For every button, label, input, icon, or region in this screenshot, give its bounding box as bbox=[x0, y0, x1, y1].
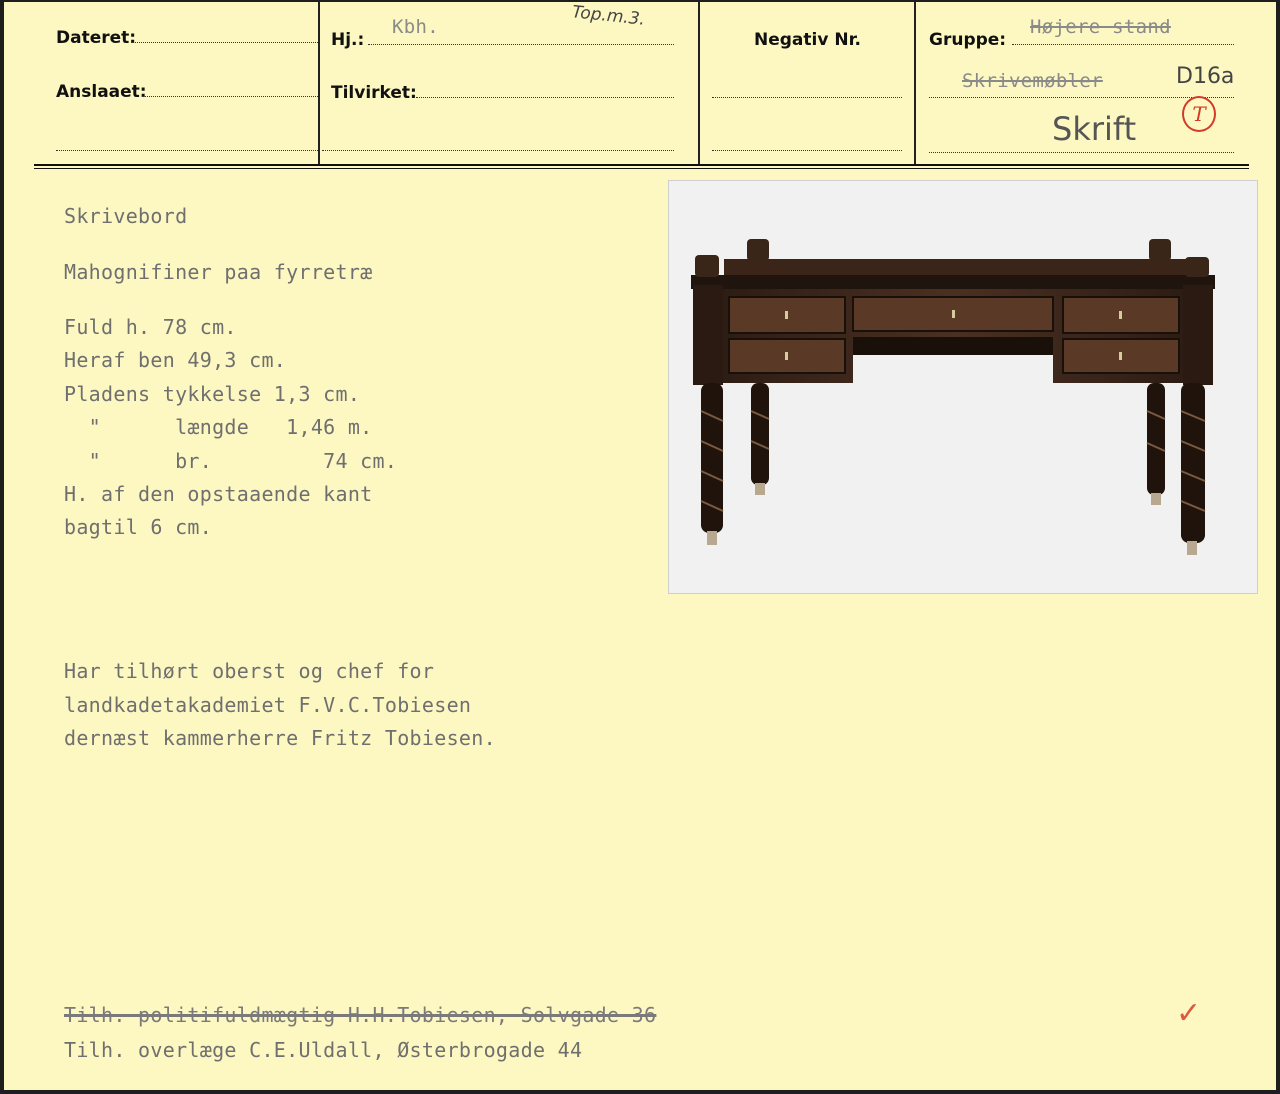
provenance-line: Har tilhørt oberst og chef for bbox=[64, 659, 435, 683]
gruppe-field-2 bbox=[929, 97, 1234, 98]
gruppe-struck-2: Skrivemøbler bbox=[962, 70, 1103, 92]
gruppe-code: D16a bbox=[1176, 64, 1235, 89]
dimension-line: H. af den opstaaende kant bbox=[64, 482, 373, 506]
dateret-label: Dateret: bbox=[56, 28, 137, 48]
tilvirket-field bbox=[416, 97, 674, 98]
anslaaet-field bbox=[142, 96, 318, 97]
column-divider bbox=[318, 2, 320, 166]
archive-card bbox=[4, 2, 1276, 1090]
anslaaet-label: Anslaaet: bbox=[56, 82, 147, 102]
stamp-letter: T bbox=[1192, 102, 1206, 126]
dimension-line: " br. 74 cm. bbox=[64, 449, 398, 473]
dimension-line: Pladens tykkelse 1,3 cm. bbox=[64, 382, 361, 406]
stamp-circle bbox=[1182, 96, 1216, 132]
hj-value: Kbh. bbox=[392, 16, 439, 38]
dimension-line: " længde 1,46 m. bbox=[64, 415, 373, 439]
tilvirket-extra-line bbox=[322, 150, 674, 151]
gruppe-field bbox=[1012, 44, 1234, 45]
desk-illustration bbox=[669, 181, 1257, 593]
hj-label: Hj.: bbox=[331, 30, 365, 50]
dimension-line: Heraf ben 49,3 cm. bbox=[64, 348, 287, 372]
header-rule bbox=[34, 164, 1249, 166]
tilvirket-label: Tilvirket: bbox=[331, 83, 417, 103]
column-divider bbox=[698, 2, 700, 166]
struck-owner-line: Tilh. politifuldmægtig H.H.Tobiesen, Solvgade 36 bbox=[64, 1003, 657, 1027]
provenance-line: dernæst kammerherre Fritz Tobiesen. bbox=[64, 726, 496, 750]
negativ-field bbox=[712, 97, 902, 98]
provenance-line: landkadetakademiet F.V.C.Tobiesen bbox=[64, 693, 472, 717]
gruppe-handwritten: Skrift bbox=[1052, 110, 1137, 148]
owner-line: Tilh. overlæge C.E.Uldall, Østerbrogade 44 bbox=[64, 1038, 583, 1062]
object-photo bbox=[668, 180, 1258, 594]
dateret-extra-line bbox=[56, 150, 318, 151]
dimension-line: bagtil 6 cm. bbox=[64, 515, 213, 539]
gruppe-extra-line bbox=[929, 152, 1234, 153]
dateret-field bbox=[132, 42, 318, 43]
hj-note: Top.m.3. bbox=[571, 2, 646, 30]
checkmark-icon: ✓ bbox=[1176, 996, 1202, 1031]
gruppe-label: Gruppe: bbox=[929, 30, 1007, 50]
object-material: Mahognifiner paa fyrretræ bbox=[64, 260, 373, 284]
negativ-label: Negativ Nr. bbox=[754, 30, 861, 50]
column-divider bbox=[914, 2, 916, 166]
negativ-extra-line bbox=[712, 150, 902, 151]
dimension-line: Fuld h. 78 cm. bbox=[64, 315, 237, 339]
header-rule-thin bbox=[34, 168, 1249, 169]
object-title: Skrivebord bbox=[64, 204, 188, 228]
hj-field bbox=[368, 44, 674, 45]
gruppe-struck-1: Højere stand bbox=[1030, 16, 1171, 38]
